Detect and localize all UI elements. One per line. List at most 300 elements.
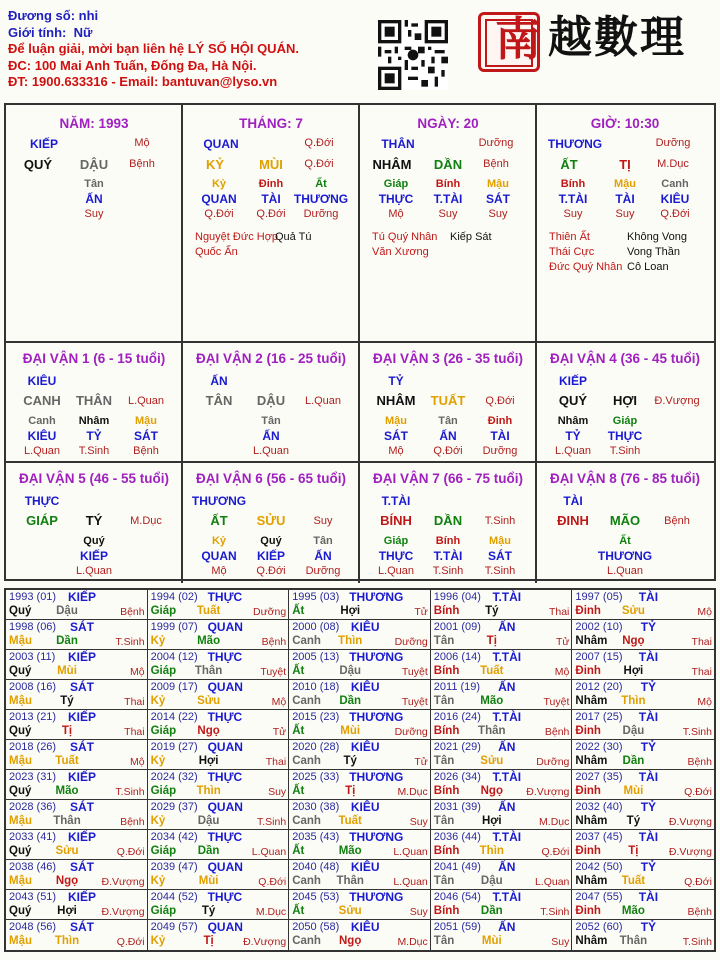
hidden-phase: T.Sinh (78, 445, 110, 457)
pillar-life-stage: Bệnh (129, 158, 155, 170)
year-branch: Tuất (338, 815, 362, 827)
year-stem: Mậu (9, 755, 32, 767)
year-ten-god: THỰC (207, 830, 243, 844)
hidden-phase: Suy (563, 208, 583, 220)
year-stem: Đinh (575, 845, 601, 857)
dai-van-title: ĐẠI VẬN 2 (16 - 25 tuổi) (195, 351, 347, 366)
year-ten-god: T.TÀI (492, 830, 522, 844)
year-stem: Kỷ (150, 875, 166, 887)
year-label: 2050 (58) (292, 921, 340, 933)
year-label: 2041 (49) (433, 861, 481, 873)
year-stem: Ất (292, 605, 305, 617)
year-ten-god: QUAN (207, 920, 243, 934)
special-star: Văn Xương (372, 246, 429, 258)
year-label: 2022 (30) (575, 741, 623, 753)
pillar-life-stage: M.Dục (657, 158, 689, 170)
dai-van-title: ĐẠI VẬN 7 (66 - 75 tuổi) (372, 471, 524, 486)
year-branch: Dậu (480, 875, 503, 887)
hidden-stem: Tân (261, 415, 281, 427)
year-phase: Q.Đới (116, 936, 145, 948)
year-branch: Sửu (480, 755, 504, 767)
hidden-ten-god: ẤN (314, 549, 332, 563)
year-ten-god: TỶ (640, 620, 657, 634)
year-stem: Kỷ (150, 755, 166, 767)
year-stem: Ất (292, 785, 305, 797)
year-ten-god: THƯƠNG (349, 590, 404, 604)
year-branch: Hợi (198, 755, 219, 767)
dai-van-2 (183, 343, 360, 463)
gender-line: Giới tính: Nữ (8, 24, 93, 40)
hidden-stem: Nhâm (78, 415, 110, 427)
year-cell (289, 590, 431, 620)
year-label: 2044 (52) (150, 891, 198, 903)
year-phase: Đ.Vượng (526, 786, 570, 798)
year-stem: Mậu (9, 875, 32, 887)
phone-email-line: ĐT: 1900.633316 - Email: bantuvan@lyso.vn (8, 74, 278, 89)
year-stem: Quý (9, 725, 32, 737)
year-label: 2026 (34) (433, 771, 481, 783)
year-label: 2051 (59) (433, 921, 481, 933)
year-phase: T.Sinh (115, 636, 145, 648)
pillar-life-stage: Bệnh (483, 158, 509, 170)
dai-van-ten-god: TỶ (388, 374, 404, 388)
dai-van-ten-god: T.TÀI (381, 494, 411, 508)
hidden-phase: Dưỡng (303, 208, 339, 220)
year-stem: Bính (433, 845, 460, 857)
hidden-ten-god: TÀI (490, 429, 510, 443)
year-cell (148, 590, 290, 620)
year-stem: Giáp (150, 605, 177, 617)
pillar-branch: TỊ (619, 157, 631, 172)
pillar-ten-god-phase: Mộ (134, 137, 150, 149)
year-phase: T.Sinh (682, 726, 712, 738)
pillar-title: NGÀY: 20 (417, 116, 479, 131)
year-label: 2039 (47) (150, 861, 198, 873)
year-ten-god: THỰC (207, 890, 243, 904)
hidden-stem: Đinh (487, 415, 513, 427)
year-stem: Bính (433, 905, 460, 917)
year-ten-god: T.TÀI (492, 770, 522, 784)
dai-van-branch: MÃO (609, 513, 641, 528)
dai-van-4 (537, 343, 714, 463)
hidden-phase: T.Sinh (432, 565, 464, 577)
hidden-ten-god: T.TÀI (558, 192, 588, 206)
year-phase: Suy (409, 906, 428, 918)
year-stem: Giáp (150, 725, 177, 737)
hidden-stem: Kỷ (211, 178, 227, 190)
year-ten-god: ẤN (498, 920, 516, 934)
year-ten-god: T.TÀI (492, 650, 522, 664)
year-ten-god: KIÊU (350, 680, 380, 694)
hidden-stem: Bính (435, 535, 461, 547)
hidden-ten-god: QUAN (201, 549, 237, 563)
year-branch: Thìn (54, 935, 80, 947)
contact-line: Để luận giải, mời bạn liên hệ LÝ SỐ HỘI QUÁN. (8, 41, 299, 56)
year-stem: Canh (292, 875, 321, 887)
hidden-stem: Tân (313, 535, 333, 547)
hidden-ten-god: SÁT (488, 549, 512, 563)
year-stem: Tân (433, 695, 455, 707)
header-info (8, 8, 299, 91)
hidden-stem: Ất (619, 535, 631, 547)
hidden-ten-god: SÁT (384, 429, 408, 443)
hidden-ten-god: ẤN (262, 429, 280, 443)
hidden-phase: L.Quan (75, 565, 113, 577)
dai-van-branch: HỢI (612, 393, 638, 408)
dai-van-title: ĐẠI VẬN 3 (26 - 35 tuổi) (372, 351, 524, 366)
year-label: 1997 (05) (575, 591, 623, 603)
year-label: 2007 (15) (575, 651, 623, 663)
year-cell (6, 890, 148, 920)
year-stem: Giáp (150, 785, 177, 797)
year-phase: Thai (265, 756, 287, 768)
year-cell (6, 740, 148, 770)
year-cell (289, 860, 431, 890)
year-phase: Q.Đới (684, 876, 712, 888)
hidden-phase: Dưỡng (482, 445, 518, 457)
year-ten-god: ẤN (498, 620, 516, 634)
dai-van-title: ĐẠI VẬN 4 (36 - 45 tuổi) (549, 351, 701, 366)
year-stem: Bính (433, 725, 460, 737)
hidden-stem: Canh (661, 178, 689, 190)
year-stem: Ất (292, 665, 305, 677)
special-star: Quả Tú (275, 231, 312, 243)
year-phase: M.Dục (397, 936, 428, 948)
hidden-phase: Dưỡng (305, 565, 341, 577)
year-ten-god: THỰC (207, 770, 243, 784)
year-branch: Thân (194, 665, 223, 677)
pillar-ten-god: THƯƠNG (547, 137, 603, 151)
year-label: 2021 (29) (433, 741, 481, 753)
brand-title: 越數理 (548, 12, 686, 63)
year-cell (148, 860, 290, 890)
year-branch: Tị (486, 635, 497, 647)
year-phase: Thai (548, 606, 570, 618)
year-cell (572, 620, 714, 650)
year-cell (289, 770, 431, 800)
year-ten-god: QUAN (207, 800, 243, 814)
year-cell (289, 800, 431, 830)
hidden-phase: Q.Đới (256, 565, 286, 577)
hidden-stem: Kỷ (211, 535, 227, 547)
year-cell (572, 920, 714, 950)
hidden-stem: Mậu (385, 415, 407, 427)
pillar-1 (6, 105, 183, 343)
year-label: 2018 (26) (9, 741, 57, 753)
hidden-ten-god: T.TÀI (433, 549, 463, 563)
hidden-stem: Bính (435, 178, 461, 190)
year-cell (6, 800, 148, 830)
year-phase: Thai (124, 726, 145, 738)
year-label: 2024 (32) (150, 771, 198, 783)
year-phase: Tuyệt (401, 666, 428, 678)
hidden-stem: Tân (438, 415, 458, 427)
year-stem: Canh (292, 695, 321, 707)
hidden-phase: L.Quan (606, 565, 644, 577)
dai-van-branch: DẦN (433, 513, 463, 528)
year-phase: Suy (268, 786, 287, 798)
year-phase: Q.Đới (684, 786, 712, 798)
year-ten-god: SÁT (70, 680, 94, 694)
pillar-ten-god: QUAN (203, 137, 239, 151)
year-branch: Mão (480, 695, 504, 707)
hidden-stem: Mậu (135, 415, 157, 427)
year-cell (148, 800, 290, 830)
year-cell (148, 740, 290, 770)
hidden-ten-god: ẤN (85, 192, 103, 206)
year-phase: Bệnh (261, 636, 287, 648)
year-cell (289, 830, 431, 860)
year-branch: Mùi (57, 665, 77, 677)
year-label: 2012 (20) (575, 681, 623, 693)
dai-van-branch: DẬU (256, 393, 286, 408)
dai-van-stem: TÂN (205, 393, 233, 408)
year-stem: Đinh (575, 605, 601, 617)
year-stem: Quý (9, 845, 32, 857)
year-ten-god: SÁT (70, 860, 94, 874)
hidden-stem: Tân (84, 178, 104, 190)
year-cell (431, 890, 573, 920)
hidden-ten-god: SÁT (486, 192, 510, 206)
dai-van-ten-god: KIÊU (27, 374, 57, 388)
year-cell (431, 830, 573, 860)
year-ten-god: T.TÀI (492, 890, 522, 904)
year-cell (572, 710, 714, 740)
year-phase: L.Quan (393, 846, 428, 858)
year-cell (6, 590, 148, 620)
hidden-phase: Suy (488, 208, 508, 220)
year-label: 2045 (53) (292, 891, 340, 903)
dai-van-stem: GIÁP (26, 513, 58, 528)
year-cell (148, 770, 290, 800)
hidden-stem: Canh (28, 415, 56, 427)
year-ten-god: ẤN (498, 680, 516, 694)
year-ten-god: TỶ (640, 920, 657, 934)
hidden-stem: Bính (560, 178, 586, 190)
hidden-phase: T.Sinh (609, 445, 641, 457)
year-cell (6, 860, 148, 890)
year-stem: Đinh (575, 725, 601, 737)
year-label: 2005 (13) (292, 651, 340, 663)
year-cell (572, 590, 714, 620)
hidden-stem: Ất (315, 178, 327, 190)
year-stem: Ất (292, 725, 305, 737)
hidden-phase: Suy (615, 208, 635, 220)
hidden-stem: Giáp (612, 415, 638, 427)
dai-van-life-stage: Bệnh (664, 515, 690, 527)
year-ten-god: SÁT (70, 620, 94, 634)
hidden-ten-god: TÀI (261, 192, 281, 206)
year-ten-god: THƯƠNG (349, 770, 404, 784)
year-stem: Đinh (575, 785, 601, 797)
special-star: Thiên Ất (549, 231, 590, 243)
special-star: Đức Quý Nhân (549, 261, 623, 273)
year-cell (572, 890, 714, 920)
year-branch: Mùi (481, 935, 502, 947)
year-cell (431, 650, 573, 680)
dai-van-stem: CANH (23, 393, 61, 408)
year-cell (148, 710, 290, 740)
year-branch: Thìn (479, 845, 504, 857)
address-line: ĐC: 100 Mai Anh Tuấn, Đống Đa, Hà Nội. (8, 57, 257, 73)
dai-van-life-stage: Đ.Vượng (654, 395, 700, 407)
year-ten-god: KIÊU (350, 740, 380, 754)
year-branch: Mão (338, 845, 362, 857)
year-label: 2015 (23) (292, 711, 340, 723)
pillar-stem: KỶ (205, 157, 225, 172)
dai-van-title: ĐẠI VẬN 1 (6 - 15 tuổi) (22, 351, 166, 366)
year-ten-god: TỶ (640, 680, 657, 694)
hidden-ten-god: KIÊU (660, 192, 690, 206)
year-branch: Tý (201, 905, 216, 917)
year-ten-god: KIẾP (67, 830, 96, 844)
year-branch: Dần (56, 635, 78, 647)
pillar-stem: NHÂM (372, 157, 412, 172)
year-stem: Canh (292, 815, 321, 827)
special-star: Vong Thần (627, 246, 681, 258)
year-phase: Bệnh (687, 756, 712, 768)
hidden-ten-god: THƯƠNG (597, 549, 653, 563)
year-stem: Đinh (575, 905, 601, 917)
year-branch: Thân (53, 815, 81, 827)
year-phase: M.Dục (397, 786, 428, 798)
year-label: 2042 (50) (575, 861, 623, 873)
year-label: 2030 (38) (292, 801, 340, 813)
year-phase: Mộ (130, 666, 145, 678)
year-cell (431, 590, 573, 620)
pillar-ten-god-phase: Dưỡng (655, 137, 691, 149)
pillar-stem: QUÝ (23, 157, 53, 172)
year-label: 2009 (17) (150, 681, 198, 693)
year-ten-god: THỰC (207, 650, 243, 664)
year-cell (6, 650, 148, 680)
year-ten-god: KIẾP (67, 590, 96, 604)
dai-van-stem: BÍNH (380, 513, 412, 528)
year-branch: Hợi (623, 665, 644, 677)
year-ten-god: KIẾP (67, 890, 96, 904)
year-label: 2011 (19) (433, 681, 481, 693)
red-seal-logo (478, 12, 540, 72)
dai-van-title: ĐẠI VẬN 8 (76 - 85 tuổi) (549, 471, 701, 486)
year-phase: Q.Đới (541, 846, 570, 858)
year-ten-god: THỰC (207, 590, 243, 604)
dai-van-stem: ĐINH (557, 513, 589, 528)
year-branch: Dậu (622, 725, 645, 737)
year-stem: Canh (292, 635, 321, 647)
year-ten-god: THỰC (207, 710, 243, 724)
year-label: 1995 (03) (292, 591, 340, 603)
year-label: 2049 (57) (150, 921, 198, 933)
year-cell (6, 830, 148, 860)
year-phase: Thai (124, 696, 145, 708)
hidden-phase: T.Sinh (484, 565, 516, 577)
year-branch: Hợi (57, 905, 77, 917)
year-branch: Dậu (197, 815, 220, 827)
dai-van-stem: QUÝ (558, 393, 588, 408)
hidden-ten-god: KIẾP (79, 549, 109, 563)
year-phase: Thai (691, 636, 712, 648)
year-stem: Nhâm (575, 635, 608, 647)
year-branch: Ngọ (197, 725, 220, 737)
year-stem: Nhâm (575, 695, 608, 707)
dai-van-branch: SỬU (256, 513, 286, 528)
year-stem: Nhâm (575, 815, 608, 827)
pillar-ten-god: THÂN (381, 137, 415, 151)
year-ten-god: TỶ (640, 740, 657, 754)
dai-van-ten-god: TÀI (563, 494, 583, 508)
year-branch: Tý (343, 755, 357, 767)
year-branch: Tý (60, 695, 74, 707)
year-ten-god: THƯƠNG (349, 650, 404, 664)
year-branch: Thìn (621, 695, 646, 707)
year-phase: Q.Đới (116, 846, 145, 858)
year-cell (572, 740, 714, 770)
year-phase: L.Quan (251, 846, 287, 858)
year-ten-god: KIÊU (350, 620, 380, 634)
year-ten-god: TỶ (640, 860, 657, 874)
pillar-title: NĂM: 1993 (59, 116, 129, 131)
year-stem: Tân (433, 815, 455, 827)
year-phase: Suy (551, 936, 570, 948)
year-cell (431, 740, 573, 770)
year-label: 2008 (16) (9, 681, 57, 693)
year-cell (572, 800, 714, 830)
year-stem: Quý (9, 605, 32, 617)
year-ten-god: TÀI (638, 890, 659, 904)
year-cell (148, 620, 290, 650)
year-phase: Mộ (130, 756, 145, 768)
year-branch: Tuất (55, 755, 79, 767)
hidden-stem: Mậu (489, 535, 511, 547)
year-phase: Q.Đới (258, 876, 287, 888)
year-label: 2037 (45) (575, 831, 623, 843)
year-stem: Giáp (150, 905, 177, 917)
pillar-stem: ẤT (560, 157, 578, 172)
year-phase: Dưỡng (253, 606, 287, 618)
year-branch: Dậu (339, 665, 362, 677)
hidden-ten-god: SÁT (134, 429, 158, 443)
year-branch: Thìn (196, 785, 221, 797)
year-cell (572, 650, 714, 680)
year-label: 2036 (44) (433, 831, 481, 843)
year-label: 2047 (55) (575, 891, 623, 903)
year-label: 2032 (40) (575, 801, 623, 813)
year-cell (6, 710, 148, 740)
year-branch: Tuất (196, 605, 221, 617)
year-phase: T.Sinh (115, 786, 145, 798)
year-phase: Tử (414, 756, 428, 768)
year-cell (431, 770, 573, 800)
qr-code-icon (378, 20, 448, 90)
year-phase: T.Sinh (540, 906, 570, 918)
year-label: 2034 (42) (150, 831, 198, 843)
year-stem: Tân (433, 755, 455, 767)
year-phase: Tuyệt (260, 666, 287, 678)
year-branch: Thân (478, 725, 506, 737)
year-branch: Mùi (340, 725, 361, 737)
year-label: 2013 (21) (9, 711, 57, 723)
year-branch: Tị (203, 935, 214, 947)
year-stem: Bính (433, 665, 460, 677)
year-stem: Quý (9, 665, 32, 677)
year-phase: L.Quan (393, 876, 428, 888)
year-label: 1998 (06) (9, 621, 57, 633)
year-phase: Mộ (697, 696, 712, 708)
dai-van-3 (360, 343, 537, 463)
year-cell (6, 680, 148, 710)
year-branch: Hợi (481, 815, 502, 827)
year-stem: Quý (9, 785, 32, 797)
